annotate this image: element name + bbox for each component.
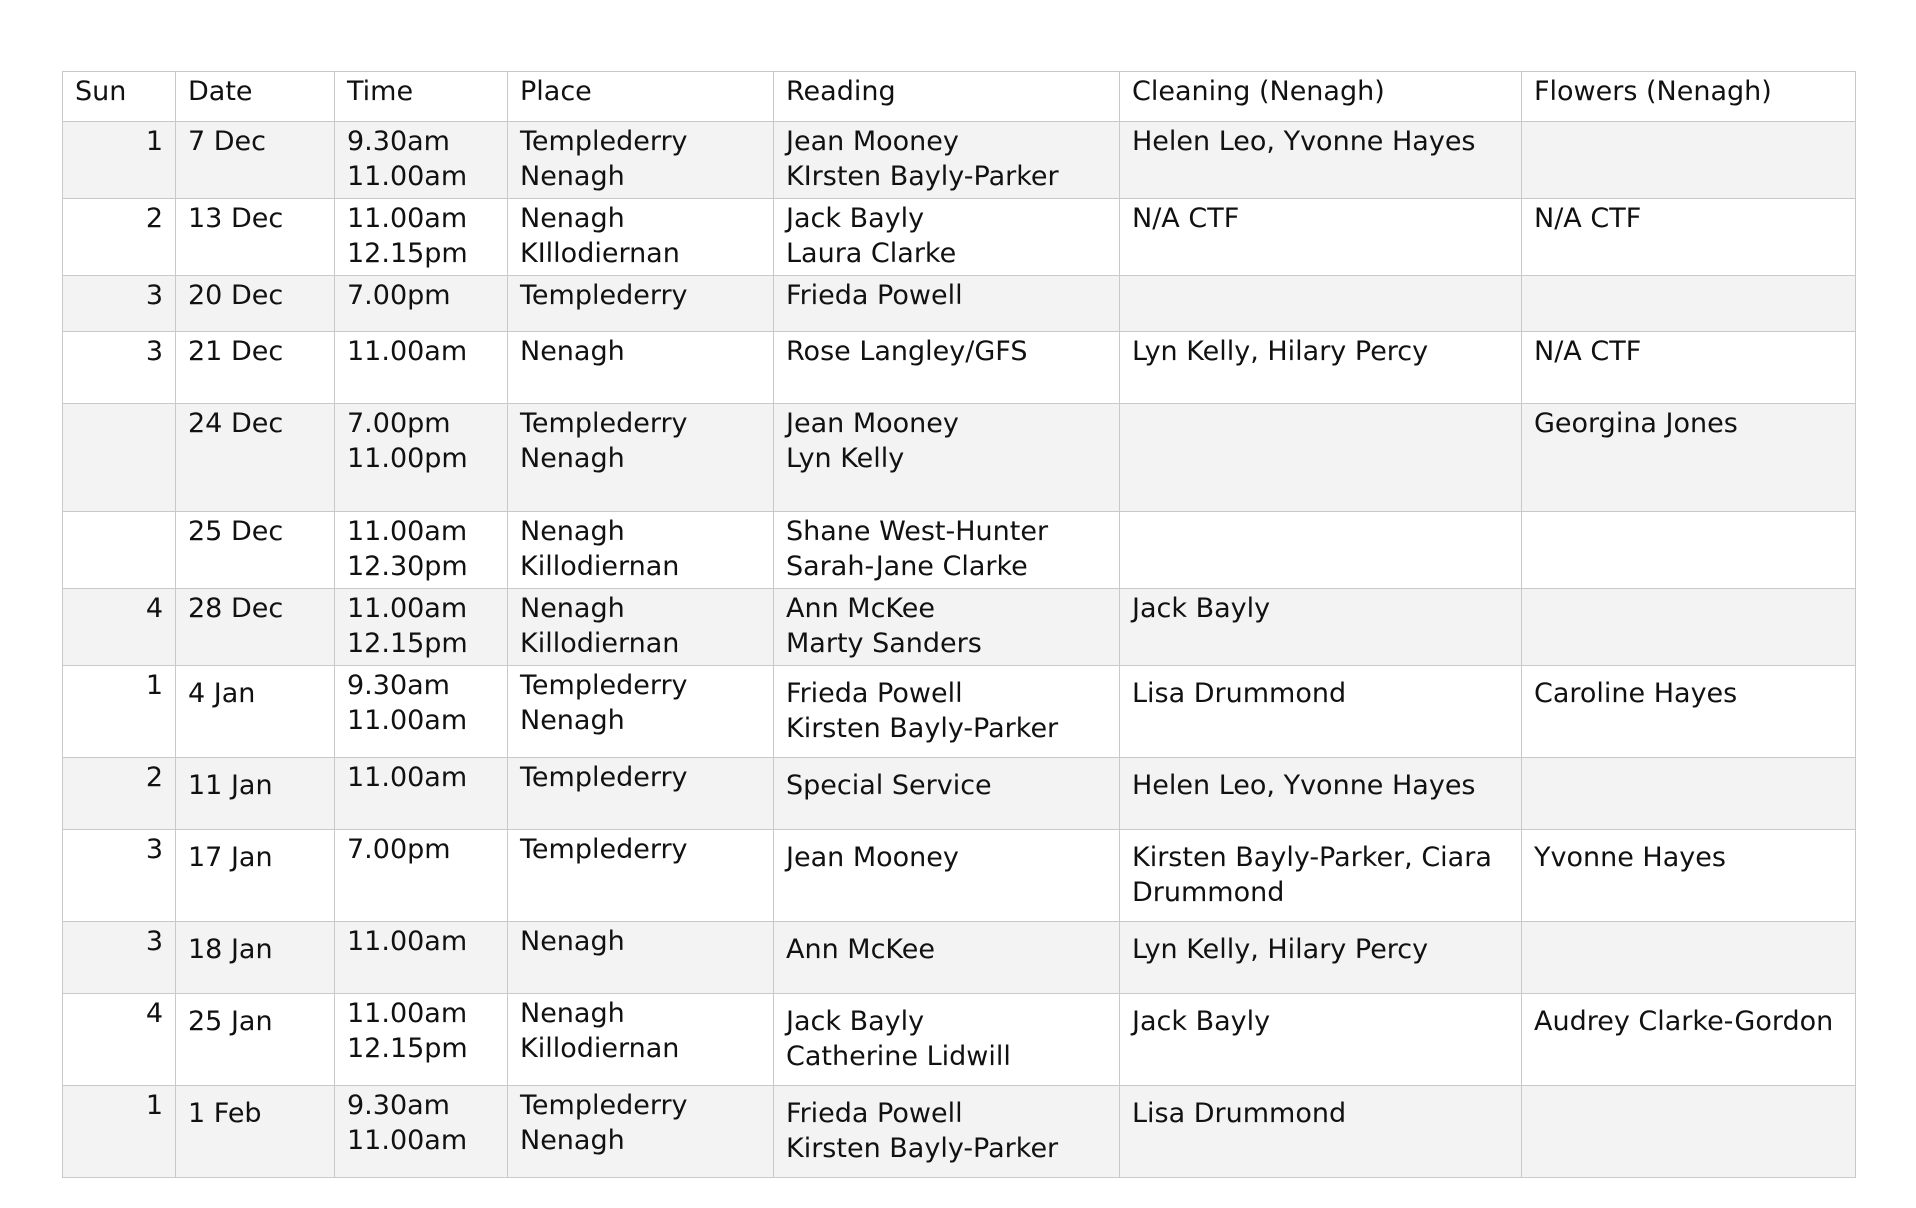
table-row xyxy=(63,830,1856,922)
time-cell xyxy=(335,589,508,666)
time-cell-line-1: 7.00pm xyxy=(347,280,451,311)
cleaning-cell xyxy=(1120,276,1522,332)
time-cell xyxy=(335,1086,508,1178)
date-cell xyxy=(176,332,335,404)
reading-cell-line-1: Jean Mooney xyxy=(786,126,959,157)
sun-cell-line-1: 3 xyxy=(145,926,163,957)
place-cell-line-1: Templederry xyxy=(520,834,688,865)
time-cell xyxy=(335,666,508,758)
reading-cell xyxy=(774,1086,1120,1178)
sun-cell xyxy=(63,830,176,922)
time-cell xyxy=(335,512,508,589)
flowers-cell xyxy=(1522,404,1856,512)
header-place: Place xyxy=(508,72,774,122)
cleaning-cell-line-1: Kirsten Bayly-Parker, Ciara Drummond xyxy=(1132,842,1492,908)
time-cell-line-1: 9.30am xyxy=(347,1090,450,1121)
date-cell-line-1: 11 Jan xyxy=(188,770,273,801)
reading-cell xyxy=(774,404,1120,512)
reading-cell xyxy=(774,512,1120,589)
cleaning-cell-line-1: N/A CTF xyxy=(1132,203,1240,234)
table-row xyxy=(63,276,1856,332)
date-cell-line-1: 7 Dec xyxy=(188,126,267,157)
cleaning-cell xyxy=(1120,404,1522,512)
time-cell-line-2: 11.00am xyxy=(347,1125,468,1156)
reading-cell-line-2: Kirsten Bayly-Parker xyxy=(786,713,1059,744)
place-cell-line-2: Nenagh xyxy=(520,705,625,736)
sun-cell xyxy=(63,512,176,589)
place-cell xyxy=(508,758,774,830)
place-cell xyxy=(508,404,774,512)
table-row xyxy=(63,122,1856,199)
reading-cell-line-2: KIrsten Bayly-Parker xyxy=(786,161,1059,192)
reading-cell-line-2: Catherine Lidwill xyxy=(786,1041,1011,1072)
place-cell-line-2: Nenagh xyxy=(520,1125,625,1156)
reading-cell-line-2: Kirsten Bayly-Parker xyxy=(786,1133,1059,1164)
cleaning-cell-line-1: Lyn Kelly, Hilary Percy xyxy=(1132,934,1429,965)
sun-cell-line-1: 3 xyxy=(145,834,163,865)
flowers-cell-line-1: N/A CTF xyxy=(1534,336,1642,367)
flowers-cell-line-1: Yvonne Hayes xyxy=(1534,842,1726,873)
reading-cell-line-2: Lyn Kelly xyxy=(786,443,905,474)
sun-cell xyxy=(63,1086,176,1178)
reading-cell-line-1: Jean Mooney xyxy=(786,408,959,439)
time-cell-line-1: 11.00am xyxy=(347,926,468,957)
time-cell-line-2: 11.00pm xyxy=(347,443,468,474)
time-cell-line-2: 12.30pm xyxy=(347,551,468,582)
reading-cell xyxy=(774,830,1120,922)
cleaning-cell-line-1: Helen Leo, Yvonne Hayes xyxy=(1132,770,1476,801)
reading-cell-line-1: Frieda Powell xyxy=(786,678,963,709)
cleaning-cell-line-1: Lisa Drummond xyxy=(1132,678,1347,709)
cleaning-cell xyxy=(1120,332,1522,404)
reading-cell-line-2: Marty Sanders xyxy=(786,628,982,659)
place-cell xyxy=(508,512,774,589)
cleaning-cell xyxy=(1120,922,1522,994)
date-cell xyxy=(176,199,335,276)
sun-cell xyxy=(63,276,176,332)
flowers-cell xyxy=(1522,922,1856,994)
time-cell xyxy=(335,758,508,830)
cleaning-cell xyxy=(1120,122,1522,199)
time-cell-line-1: 9.30am xyxy=(347,126,450,157)
time-cell-line-1: 11.00am xyxy=(347,336,468,367)
place-cell-line-2: Killodiernan xyxy=(520,1033,680,1064)
header-date: Date xyxy=(176,72,335,122)
place-cell xyxy=(508,830,774,922)
reading-cell-line-1: Rose Langley/GFS xyxy=(786,336,1028,367)
table-row xyxy=(63,666,1856,758)
time-cell-line-1: 9.30am xyxy=(347,670,450,701)
flowers-cell xyxy=(1522,589,1856,666)
place-cell xyxy=(508,666,774,758)
place-cell xyxy=(508,199,774,276)
sun-cell-line-1: 2 xyxy=(145,203,163,234)
sun-cell xyxy=(63,758,176,830)
table-row xyxy=(63,922,1856,994)
date-cell xyxy=(176,922,335,994)
reading-cell-line-1: Frieda Powell xyxy=(786,1098,963,1129)
flowers-cell xyxy=(1522,276,1856,332)
sun-cell xyxy=(63,589,176,666)
date-cell-line-1: 25 Dec xyxy=(188,516,284,547)
header-cleaning: Cleaning (Nenagh) xyxy=(1120,72,1522,122)
date-cell xyxy=(176,404,335,512)
date-cell-line-1: 21 Dec xyxy=(188,336,284,367)
date-cell-line-1: 24 Dec xyxy=(188,408,284,439)
time-cell xyxy=(335,199,508,276)
sun-cell-line-1: 2 xyxy=(145,762,163,793)
sun-cell xyxy=(63,122,176,199)
date-cell xyxy=(176,589,335,666)
date-cell-line-1: 1 Feb xyxy=(188,1098,262,1129)
flowers-cell xyxy=(1522,1086,1856,1178)
flowers-cell-line-1: Georgina Jones xyxy=(1534,408,1738,439)
rota-body xyxy=(63,122,1856,1178)
reading-cell-line-1: Jack Bayly xyxy=(786,1006,925,1037)
place-cell xyxy=(508,922,774,994)
cleaning-cell-line-1: Lisa Drummond xyxy=(1132,1098,1347,1129)
reading-cell-line-1: Frieda Powell xyxy=(786,280,963,311)
sun-cell xyxy=(63,332,176,404)
date-cell xyxy=(176,666,335,758)
time-cell xyxy=(335,332,508,404)
time-cell-line-1: 7.00pm xyxy=(347,408,451,439)
reading-cell xyxy=(774,758,1120,830)
place-cell-line-1: Templederry xyxy=(520,280,688,311)
table-row xyxy=(63,332,1856,404)
reading-cell-line-1: Jack Bayly xyxy=(786,203,925,234)
time-cell-line-1: 11.00am xyxy=(347,516,468,547)
place-cell-line-1: Nenagh xyxy=(520,998,625,1029)
reading-cell-line-1: Jean Mooney xyxy=(786,842,959,873)
reading-cell-line-1: Ann McKee xyxy=(786,593,936,624)
time-cell-line-1: 11.00am xyxy=(347,593,468,624)
sun-cell-line-1: 3 xyxy=(145,336,163,367)
sun-cell xyxy=(63,199,176,276)
date-cell xyxy=(176,1086,335,1178)
date-cell-line-1: 18 Jan xyxy=(188,934,273,965)
table-row xyxy=(63,758,1856,830)
place-cell-line-1: Templederry xyxy=(520,762,688,793)
flowers-cell xyxy=(1522,512,1856,589)
date-cell xyxy=(176,758,335,830)
sun-cell-line-1: 4 xyxy=(145,998,163,1029)
reading-cell xyxy=(774,994,1120,1086)
reading-cell xyxy=(774,589,1120,666)
sun-cell xyxy=(63,922,176,994)
time-cell-line-1: 7.00pm xyxy=(347,834,451,865)
cleaning-cell xyxy=(1120,994,1522,1086)
sun-cell-line-1: 3 xyxy=(145,280,163,311)
cleaning-cell-line-1: Lyn Kelly, Hilary Percy xyxy=(1132,336,1429,367)
sun-cell-line-1: 1 xyxy=(145,126,163,157)
table-row xyxy=(63,404,1856,512)
date-cell xyxy=(176,122,335,199)
rota-page xyxy=(62,71,1855,1178)
flowers-cell-line-1: Caroline Hayes xyxy=(1534,678,1738,709)
reading-cell xyxy=(774,199,1120,276)
reading-cell-line-1: Shane West-Hunter xyxy=(786,516,1049,547)
date-cell-line-1: 25 Jan xyxy=(188,1006,273,1037)
time-cell-line-1: 11.00am xyxy=(347,203,468,234)
place-cell-line-1: Nenagh xyxy=(520,516,625,547)
date-cell xyxy=(176,276,335,332)
place-cell xyxy=(508,276,774,332)
cleaning-cell-line-1: Jack Bayly xyxy=(1132,593,1271,624)
time-cell-line-1: 11.00am xyxy=(347,998,468,1029)
time-cell xyxy=(335,122,508,199)
table-row xyxy=(63,994,1856,1086)
flowers-cell xyxy=(1522,758,1856,830)
date-cell-line-1: 28 Dec xyxy=(188,593,284,624)
reading-cell-line-1: Special Service xyxy=(786,770,992,801)
place-cell-line-1: Templederry xyxy=(520,1090,688,1121)
reading-cell-line-2: Laura Clarke xyxy=(786,238,957,269)
reading-cell xyxy=(774,332,1120,404)
sun-cell xyxy=(63,994,176,1086)
place-cell-line-1: Templederry xyxy=(520,126,688,157)
place-cell-line-1: Templederry xyxy=(520,408,688,439)
flowers-cell-line-1: Audrey Clarke-Gordon xyxy=(1534,1006,1834,1037)
place-cell-line-2: Nenagh xyxy=(520,161,625,192)
cleaning-cell xyxy=(1120,758,1522,830)
cleaning-cell xyxy=(1120,830,1522,922)
flowers-cell xyxy=(1522,666,1856,758)
date-cell-line-1: 4 Jan xyxy=(188,678,256,709)
time-cell xyxy=(335,404,508,512)
cleaning-cell xyxy=(1120,199,1522,276)
header-time: Time xyxy=(335,72,508,122)
service-rota-table xyxy=(62,71,1856,1178)
flowers-cell-line-1: N/A CTF xyxy=(1534,203,1642,234)
place-cell xyxy=(508,589,774,666)
time-cell xyxy=(335,994,508,1086)
table-row xyxy=(63,199,1856,276)
flowers-cell xyxy=(1522,830,1856,922)
reading-cell xyxy=(774,666,1120,758)
place-cell-line-2: Nenagh xyxy=(520,443,625,474)
place-cell-line-2: KIllodiernan xyxy=(520,238,680,269)
time-cell-line-2: 12.15pm xyxy=(347,1033,468,1064)
place-cell xyxy=(508,332,774,404)
date-cell xyxy=(176,994,335,1086)
place-cell-line-2: Killodiernan xyxy=(520,551,680,582)
cleaning-cell-line-1: Helen Leo, Yvonne Hayes xyxy=(1132,126,1476,157)
place-cell-line-1: Nenagh xyxy=(520,203,625,234)
sun-cell-line-1: 1 xyxy=(145,1090,163,1121)
time-cell xyxy=(335,276,508,332)
cleaning-cell-line-1: Jack Bayly xyxy=(1132,1006,1271,1037)
reading-cell xyxy=(774,276,1120,332)
cleaning-cell xyxy=(1120,1086,1522,1178)
header-flowers: Flowers (Nenagh) xyxy=(1522,72,1856,122)
time-cell-line-2: 11.00am xyxy=(347,705,468,736)
date-cell-line-1: 17 Jan xyxy=(188,842,273,873)
table-row xyxy=(63,512,1856,589)
cleaning-cell xyxy=(1120,666,1522,758)
table-row xyxy=(63,589,1856,666)
place-cell-line-1: Nenagh xyxy=(520,926,625,957)
date-cell xyxy=(176,512,335,589)
flowers-cell xyxy=(1522,199,1856,276)
place-cell xyxy=(508,122,774,199)
sun-cell-line-1: 1 xyxy=(145,670,163,701)
cleaning-cell xyxy=(1120,589,1522,666)
flowers-cell xyxy=(1522,994,1856,1086)
time-cell xyxy=(335,922,508,994)
cleaning-cell xyxy=(1120,512,1522,589)
date-cell xyxy=(176,830,335,922)
flowers-cell xyxy=(1522,122,1856,199)
reading-cell-line-1: Ann McKee xyxy=(786,934,936,965)
place-cell-line-1: Nenagh xyxy=(520,593,625,624)
time-cell xyxy=(335,830,508,922)
place-cell xyxy=(508,1086,774,1178)
table-row xyxy=(63,1086,1856,1178)
sun-cell-line-1: 4 xyxy=(145,593,163,624)
reading-cell-line-2: Sarah-Jane Clarke xyxy=(786,551,1028,582)
time-cell-line-2: 11.00am xyxy=(347,161,468,192)
place-cell-line-1: Templederry xyxy=(520,670,688,701)
time-cell-line-1: 11.00am xyxy=(347,762,468,793)
reading-cell xyxy=(774,122,1120,199)
header-row xyxy=(63,72,1856,122)
place-cell xyxy=(508,994,774,1086)
place-cell-line-1: Nenagh xyxy=(520,336,625,367)
sun-cell xyxy=(63,404,176,512)
date-cell-line-1: 20 Dec xyxy=(188,280,284,311)
header-reading: Reading xyxy=(774,72,1120,122)
time-cell-line-2: 12.15pm xyxy=(347,238,468,269)
time-cell-line-2: 12.15pm xyxy=(347,628,468,659)
header-sun: Sun xyxy=(63,72,176,122)
sun-cell xyxy=(63,666,176,758)
place-cell-line-2: Killodiernan xyxy=(520,628,680,659)
flowers-cell xyxy=(1522,332,1856,404)
reading-cell xyxy=(774,922,1120,994)
date-cell-line-1: 13 Dec xyxy=(188,203,284,234)
